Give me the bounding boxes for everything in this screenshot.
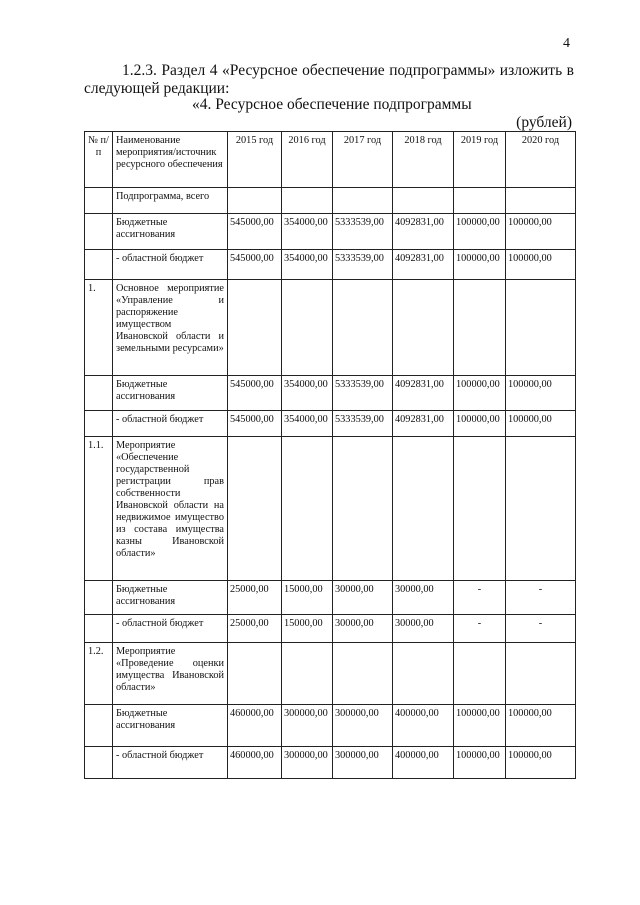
intro-line-1: 1.2.3. Раздел 4 «Ресурсное обеспечение подпрограммы» изложить в: [122, 62, 574, 79]
row-value: 354000,00: [282, 250, 333, 280]
row-value: 300000,00: [333, 747, 393, 779]
intro-line-2: следующей редакции:: [84, 80, 230, 97]
row-value: -: [454, 615, 506, 643]
row-value: 545000,00: [228, 250, 282, 280]
row-value: 545000,00: [228, 214, 282, 250]
row-value: 100000,00: [506, 705, 576, 747]
units-label: (рублей): [516, 114, 572, 131]
page-number: 4: [563, 36, 570, 51]
row-value: [333, 188, 393, 214]
row-value: -: [506, 581, 576, 615]
row-value: 400000,00: [393, 747, 454, 779]
table-row: [85, 581, 576, 615]
row-value: 25000,00: [228, 581, 282, 615]
row-value: 300000,00: [282, 747, 333, 779]
row-name: Подпрограмма, всего: [113, 188, 228, 214]
table-row: [85, 376, 576, 411]
table-row: [85, 705, 576, 747]
row-value: 100000,00: [454, 250, 506, 280]
row-value: [506, 643, 576, 705]
row-value: [228, 437, 282, 581]
row-name: Мероприятие «Обеспечение государственной регистрации прав собственности Ивановской области на недвижимое имущество из состава имущества казны Ивановской области»: [113, 437, 228, 581]
row-num: [85, 376, 113, 411]
row-name: Бюджетные ассигнования: [113, 705, 228, 747]
row-value: [454, 437, 506, 581]
row-value: 4092831,00: [393, 411, 454, 437]
row-value: 100000,00: [506, 214, 576, 250]
table-row: [85, 615, 576, 643]
table-row: [85, 214, 576, 250]
row-value: 4092831,00: [393, 250, 454, 280]
row-value: [393, 643, 454, 705]
row-value: 4092831,00: [393, 214, 454, 250]
row-value: 15000,00: [282, 581, 333, 615]
row-value: 354000,00: [282, 411, 333, 437]
row-num: 1.: [85, 280, 113, 376]
row-value: [333, 437, 393, 581]
row-value: 100000,00: [454, 411, 506, 437]
row-value: 30000,00: [393, 581, 454, 615]
header-year: 2017 год: [333, 132, 393, 188]
row-name: - областной бюджет: [113, 615, 228, 643]
row-num: [85, 250, 113, 280]
row-value: 100000,00: [506, 250, 576, 280]
row-value: [228, 188, 282, 214]
header-num: № п/п: [85, 132, 113, 188]
row-value: 100000,00: [506, 376, 576, 411]
intro-paragraph: [84, 62, 574, 98]
row-value: [393, 280, 454, 376]
row-name: Бюджетные ассигнования: [113, 214, 228, 250]
row-num: 1.2.: [85, 643, 113, 705]
header-year: 2015 год: [228, 132, 282, 188]
row-value: 545000,00: [228, 411, 282, 437]
row-value: 354000,00: [282, 376, 333, 411]
table-row: [85, 250, 576, 280]
row-num: [85, 581, 113, 615]
row-value: 300000,00: [333, 705, 393, 747]
row-value: 100000,00: [454, 376, 506, 411]
row-value: 354000,00: [282, 214, 333, 250]
row-value: 5333539,00: [333, 411, 393, 437]
row-value: [228, 280, 282, 376]
header-year: 2018 год: [393, 132, 454, 188]
row-num: [85, 188, 113, 214]
row-value: 100000,00: [454, 214, 506, 250]
row-value: 400000,00: [393, 705, 454, 747]
table-row: [85, 188, 576, 214]
row-name: Основное мероприятие «Управление и распоряжение имуществом Ивановской области и земельными ресурсами»: [113, 280, 228, 376]
row-value: 4092831,00: [393, 376, 454, 411]
table-header-row: [85, 132, 576, 188]
row-value: [506, 188, 576, 214]
row-name: - областной бюджет: [113, 747, 228, 779]
row-value: [506, 437, 576, 581]
table-row: [85, 747, 576, 779]
resource-table: [84, 131, 576, 779]
row-value: [333, 643, 393, 705]
row-value: 5333539,00: [333, 376, 393, 411]
row-name: Бюджетные ассигнования: [113, 581, 228, 615]
row-num: [85, 705, 113, 747]
row-name: Бюджетные ассигнования: [113, 376, 228, 411]
row-value: [454, 280, 506, 376]
row-value: -: [454, 581, 506, 615]
row-value: [228, 643, 282, 705]
row-value: -: [506, 615, 576, 643]
row-value: [454, 643, 506, 705]
row-value: 15000,00: [282, 615, 333, 643]
row-value: 545000,00: [228, 376, 282, 411]
row-value: 100000,00: [506, 747, 576, 779]
row-name: - областной бюджет: [113, 250, 228, 280]
table-row: [85, 411, 576, 437]
row-value: 25000,00: [228, 615, 282, 643]
row-value: [506, 280, 576, 376]
row-value: 460000,00: [228, 705, 282, 747]
row-num: [85, 411, 113, 437]
header-year: 2019 год: [454, 132, 506, 188]
row-value: 30000,00: [393, 615, 454, 643]
row-value: [282, 188, 333, 214]
row-value: 5333539,00: [333, 250, 393, 280]
row-name: - областной бюджет: [113, 411, 228, 437]
section-heading: «4. Ресурсное обеспечение подпрограммы: [192, 96, 472, 113]
row-value: 30000,00: [333, 581, 393, 615]
row-value: [282, 437, 333, 581]
row-value: 100000,00: [506, 411, 576, 437]
row-value: [393, 188, 454, 214]
row-value: [282, 280, 333, 376]
row-value: 5333539,00: [333, 214, 393, 250]
row-value: [282, 643, 333, 705]
row-num: [85, 214, 113, 250]
header-year: 2016 год: [282, 132, 333, 188]
table-row: [85, 280, 576, 376]
row-name: Мероприятие «Проведение оценки имущества Ивановской области»: [113, 643, 228, 705]
row-value: [393, 437, 454, 581]
header-year: 2020 год: [506, 132, 576, 188]
row-value: 300000,00: [282, 705, 333, 747]
row-value: 30000,00: [333, 615, 393, 643]
row-value: [454, 188, 506, 214]
table-row: [85, 437, 576, 581]
table-row: [85, 643, 576, 705]
row-value: 100000,00: [454, 747, 506, 779]
row-value: 100000,00: [454, 705, 506, 747]
header-name: Наименование мероприятия/источник ресурсного обеспечения: [113, 132, 228, 188]
row-num: [85, 615, 113, 643]
row-num: 1.1.: [85, 437, 113, 581]
row-value: [333, 280, 393, 376]
row-value: 460000,00: [228, 747, 282, 779]
row-num: [85, 747, 113, 779]
